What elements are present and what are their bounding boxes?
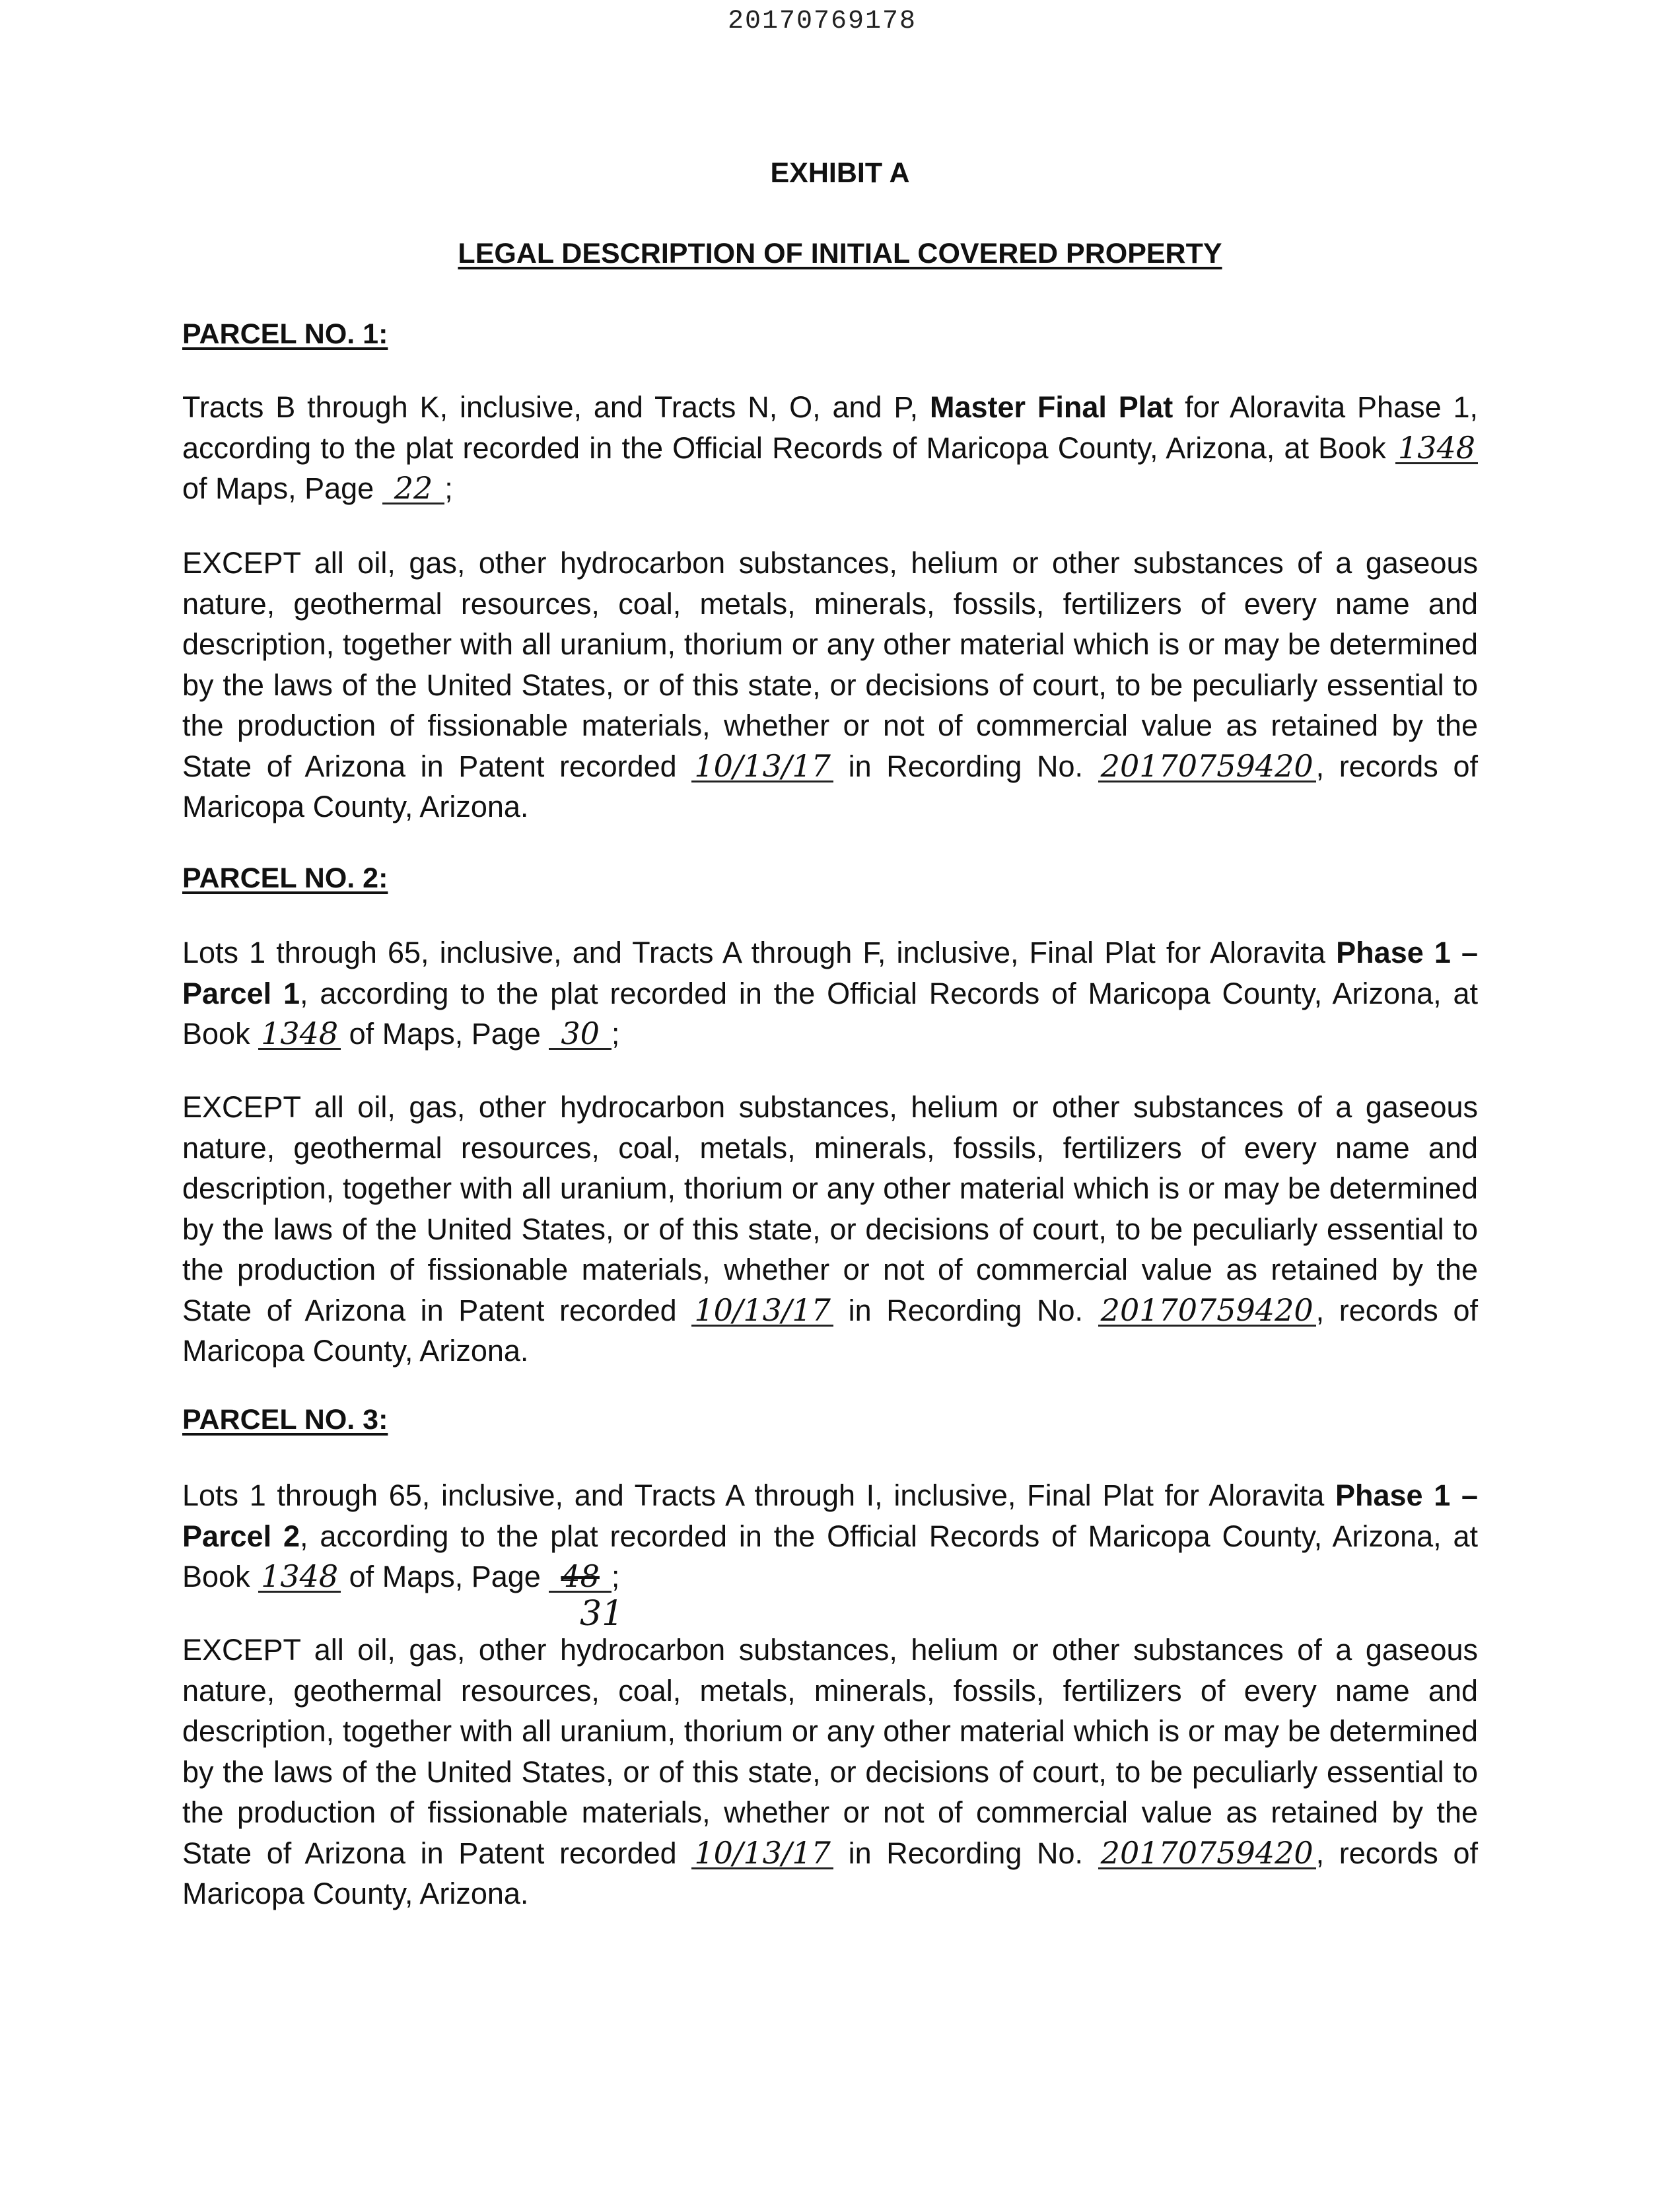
exhibit-subtitle: LEGAL DESCRIPTION OF INITIAL COVERED PROPERTY <box>458 238 1222 269</box>
parcel-3-page-struck-handwritten: 48 <box>549 1562 612 1593</box>
parcel-2-description: Lots 1 through 65, inclusive, and Tracts A through F, inclusive, Final Plat for Aloravita Phase 1 – Parcel 1, according to the plat recorded in the Official Records of Maricopa County, Arizona, at Book 1348 of Maps, Page 30 ; <box>182 936 1478 1051</box>
parcel-2-exception: EXCEPT all oil, gas, other hydrocarbon substances, helium or other substances of a gaseous nature, geothermal resources, coal, metals, minerals, fossils, fertilizers of every name and description, together with all uranium, thorium or any other material which is or may be determined by the laws of the United States, or of this state, or decisions of court, to be peculiarly essential to the production of fissionable materials, whether or not of commercial value as retained by the State of Arizona in Patent recorded 10/13/17 in Recording No. 20170759420, records of Maricopa County, Arizona. <box>182 1090 1478 1368</box>
parcel-2-recording-no-handwritten: 20170759420 <box>1098 1296 1316 1327</box>
parcel-3-description: Lots 1 through 65, inclusive, and Tracts A through I, inclusive, Final Plat for Aloravita Phase 1 – Parcel 2, according to the plat recorded in the Official Records of Maricopa County, Arizona, at Book 1348 of Maps, Page 48 ; <box>182 1478 1478 1594</box>
parcel-3-recording-no-handwritten: 20170759420 <box>1098 1838 1316 1869</box>
parcel-2-page-handwritten: 30 <box>549 1019 612 1050</box>
parcel-3-heading: PARCEL NO. 3: <box>182 1404 388 1436</box>
parcel-1-description: Tracts B through K, inclusive, and Tracts N, O, and P, Master Final Plat for Aloravita Phase 1, according to the plat recorded in the Official Records of Maricopa County, Arizona, at Book 1348 of Maps, Page 22 ; <box>182 390 1478 506</box>
parcel-3-patent-date-handwritten: 10/13/17 <box>691 1838 833 1869</box>
parcel-1-patent-date-handwritten: 10/13/17 <box>691 751 833 782</box>
parcel-2-heading: PARCEL NO. 2: <box>182 862 388 894</box>
parcel-2-book-handwritten: 1348 <box>258 1019 341 1050</box>
parcel-1-recording-no-handwritten: 20170759420 <box>1098 751 1316 782</box>
parcel-3-exception: EXCEPT all oil, gas, other hydrocarbon substances, helium or other substances of a gaseous nature, geothermal resources, coal, metals, minerals, fossils, fertilizers of every name and description, together with all uranium, thorium or any other material which is or may be determined by the laws of the United States, or of this state, or decisions of court, to be peculiarly essential to the production of fissionable materials, whether or not of commercial value as retained by the State of Arizona in Patent recorded 10/13/17 in Recording No. 20170759420, records of Maricopa County, Arizona. <box>182 1633 1478 1910</box>
parcel-1-exception: EXCEPT all oil, gas, other hydrocarbon substances, helium or other substances of a gaseous nature, geothermal resources, coal, metals, minerals, fossils, fertilizers of every name and description, together with all uranium, thorium or any other material which is or may be determined by the laws of the United States, or of this state, or decisions of court, to be peculiarly essential to the production of fissionable materials, whether or not of commercial value as retained by the State of Arizona in Patent recorded 10/13/17 in Recording No. 20170759420, records of Maricopa County, Arizona. <box>182 546 1478 823</box>
exhibit-title: EXHIBIT A <box>770 157 910 189</box>
parcel-1-book-handwritten: 1348 <box>1395 433 1478 464</box>
parcel-3-book-handwritten: 1348 <box>258 1562 341 1593</box>
parcel-1-page-handwritten: 22 <box>382 473 445 504</box>
parcel-1-heading: PARCEL NO. 1: <box>182 318 388 350</box>
document-number: 20170769178 <box>728 7 917 36</box>
parcel-2-patent-date-handwritten: 10/13/17 <box>691 1296 833 1327</box>
parcel-3-page-correction-handwritten: 31 <box>580 1594 624 1634</box>
